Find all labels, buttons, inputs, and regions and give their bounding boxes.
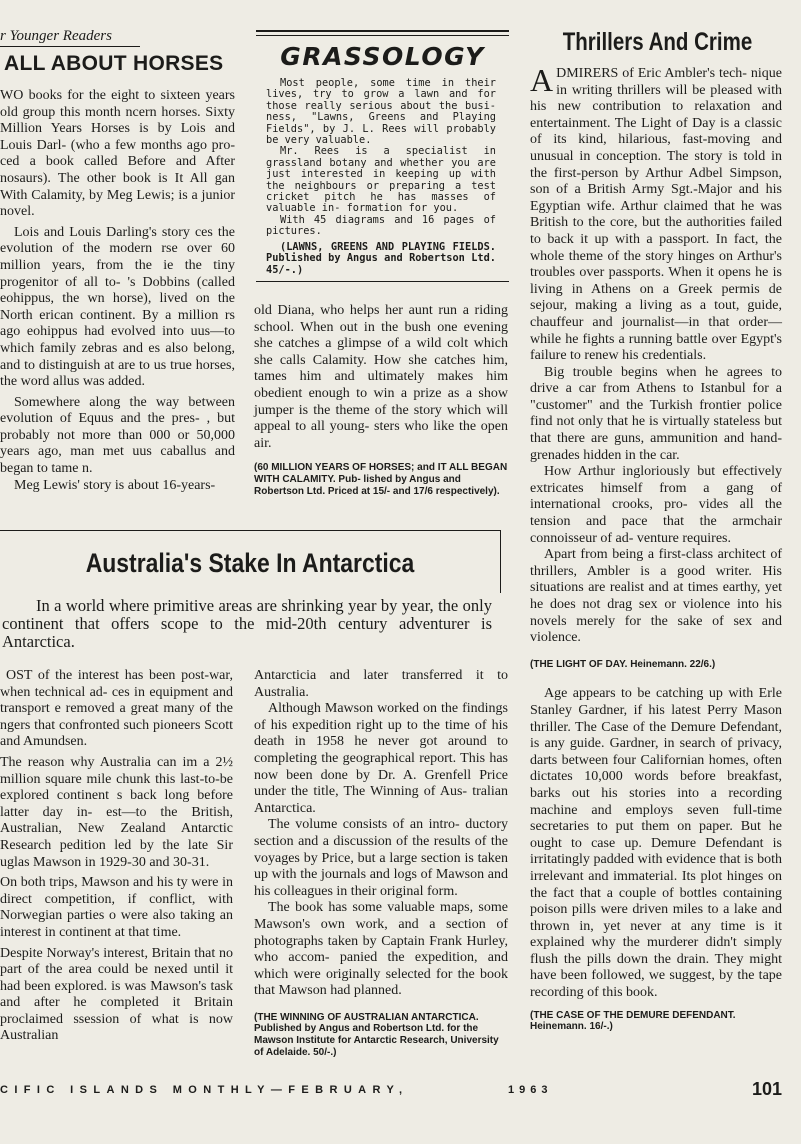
antarctica-paragraph: Despite Norway's interest, Britain that no part of the area could be nexed until it had been explored. is was Mawson's task and after he completed it Britain proclaimed ssession of what is now Australian	[0, 945, 233, 1044]
antarctica-paragraph: Antarcticia and later transferred it to Australia.	[254, 668, 508, 700]
antarctica-column-2	[254, 668, 508, 1058]
antarctica-top-rule	[0, 530, 500, 531]
antarctica-column-1	[0, 668, 233, 1045]
antarctica-title: Australia's Stake In Antarctica	[85, 548, 415, 578]
antarctica-credit: (THE WINNING OF AUSTRALIAN ANTARCTICA. Published by Angus and Robertson Ltd. for the Mawson Institute for Antarctic Research, University of Adelaide. 50/-.)	[254, 1011, 499, 1058]
grass-paragraph: Most people, some time in their lives, try to grow a lawn and for those really serious about the busi- ness, "Lawns, Greens and Playing Fields", by J. L. Rees will probably be very valuable.	[266, 77, 496, 147]
section-header	[0, 27, 150, 45]
grass-top-rule-thin	[256, 35, 509, 36]
horses-paragraph: WO books for the eight to sixteen years old group this month ncern horses. Sixty Million Years Horses is by Lois and Louis Darl- (who a few months ago pro- ced a book called Before and After nosaurs). The other book is It All gan With Calamity, by Meg Lewis; is a junior novel.	[0, 88, 235, 220]
section-label: r Younger Readers	[0, 28, 112, 44]
grass-paragraph: With 45 diagrams and 16 pages of pictures.	[266, 213, 496, 238]
antarctica-paragraph: Although Mawson worked on the findings of his expedition right up to the time of his death in 1958 he never got around to completing the geographical report. This has now been done by Dr. A. Grenfell Price under the title, The Winning of Aus- tralian Antarctica.	[254, 701, 508, 816]
horses-column-1	[0, 88, 235, 494]
grass-bottom-rule	[256, 281, 509, 282]
antarctica-paragraph: OST of the interest has been post-war, when technical ad- ces in equipment and transport e removed a great many of the ngers that confronted such pioneers Scott and Amundsen.	[0, 668, 233, 750]
thrillers-body	[530, 62, 782, 1033]
antarctica-right-rule	[500, 530, 501, 593]
horses-continued-paragraph: old Diana, who helps her aunt run a riding school. When out in the bush one evening she catches a glimpse of a wild colt which she calls Calamity. How she catches him, tames him and ultimately makes him obedient enough to win a prize as a show jumper is the theme of the story which will appeal to all young- sters who like the open air.	[254, 303, 508, 451]
thrillers-paragraph: Big trouble begins when he agrees to drive a car from Athens to Istanbul for a "customer" and the Turkish frontier police find not only that he is virtually stateless but that there are guns, ammunition and hand-grenades hidden in the car.	[530, 364, 782, 463]
antarctica-paragraph: The volume consists of an intro- ductory section and a discussion of the results of the voyages by Price, but a large section is taken up with the journals and logs of Mawson and his colleagues in their original form.	[254, 817, 508, 899]
footer-magazine: CIFIC ISLANDS MONTHLY—FEBRUARY,	[0, 1084, 409, 1096]
antarctica-paragraph: On both trips, Mawson and his ty were in direct competition, if conflict, with Norwegian parties o were also taking an interest in continent at that time.	[0, 875, 233, 940]
horses-title: ALL ABOUT HORSES	[4, 52, 224, 75]
antarctica-intro: In a world where primitive areas are shrinking year by year, the only continent that offers scope to the mid-20th century adventurer is Antarctica.	[2, 596, 492, 651]
thrillers-credit: (THE LIGHT OF DAY. Heinemann. 22/6.)	[530, 658, 716, 670]
thrillers-credit: (THE CASE OF THE DEMURE DEFENDANT. Heinemann. 16/-.)	[530, 1009, 736, 1033]
horses-paragraph: Somewhere along the way between evolution of Equus and the pres- , but probably not more than 000 or 50,000 years ago, man met uus caballus and began to tame n.	[0, 394, 235, 477]
footer-year: 1963	[508, 1084, 553, 1096]
antarctica-paragraph: The book has some valuable maps, some Mawson's own work, and a section of photographs taken by Captain Frank Hurley, who accom- panied the expedition, and which were originally selected for the book that Mawson had planned.	[254, 900, 508, 999]
horses-column-2	[254, 303, 508, 497]
thrillers-title: Thrillers And Crime	[562, 28, 753, 56]
grass-paragraph: Mr. Rees is a specialist in grassland botany and whether you are just interested in keeping up with the neighbours or preparing a test cricket pitch he has masses of valuable in- formation for you.	[266, 145, 496, 215]
grass-top-rule	[256, 30, 509, 32]
horses-credit: (60 MILLION YEARS OF HORSES; and IT ALL BEGAN WITH CALAMITY. Pub- lished by Angus and Robertson Ltd. Priced at 15/- and 17/6 respectively).	[254, 462, 508, 497]
thrillers-paragraph: Age appears to be catching up with Erle Stanley Gardner, if his latest Perry Mason thriller. The Case of the Demure Defendant, is any guide. Gardner, in search of privacy, darts between four Californian homes, often dictates 10,000 words before breakfast, barks out his stories into a recording machine and employs seven full-time secretaries to put them on paper. But he ought to case up. Demure Defendant is irritatingly padded with evidence that is both irrelevant and immaterial. Its plot hinges on the fact that a couple of bottles containing poison pills were driven miles to a lake and thrown in, yet never at any time is it explained why the murderer didn't simply flush the pills down the drain. They might have been followed, we suggest, by the tape recording of this book.	[530, 686, 782, 1001]
thrillers-paragraph: Apart from being a first-class architect of thrillers, Ambler is a good writer. His situations are realist and at times earthy, yet he does not drag sex or violence into his novels merely for the sake of sex and violence.	[530, 547, 782, 646]
thrillers-paragraph: How Arthur ingloriously but effectively extricates himself from a gang of international crooks, pro- vides all the tension and pace that the armchair connoisseur of ad- venture requires.	[530, 464, 782, 546]
drop-cap: A	[530, 62, 554, 98]
header-rule	[0, 46, 140, 47]
grass-body	[266, 78, 496, 276]
thrillers-paragraph	[530, 62, 782, 365]
grass-credit: (LAWNS, GREENS AND PLAYING FIELDS. Published by Angus and Robertson Ltd. 45/-.)	[266, 240, 496, 276]
grass-title: GRASSOLOGY	[280, 42, 485, 71]
horses-paragraph: Lois and Louis Darling's story ces the evolution of the modern rse over 60 million years, from the ie the tiny progenitor of all to- 's Dobbins (called eohippus, the wn horse), lived on the North erican continent. By a million rs ago eohippus had evolved into uus—to which family zebras and es also belong, and to distinguish at are to us true horses, the word allus was added.	[0, 224, 235, 390]
antarctica-paragraph: The reason why Australia can im a 2½ million square mile chunk this last-to-be explored continent s back long before latter day in- est—to the British, Australian, New Zealand Antarctic Research pedition led by the late Sir uglas Mawson in 1929-30 and 30-31.	[0, 754, 233, 870]
page-number: 101	[752, 1079, 783, 1099]
thrillers-first-paragraph-text: DMIRERS of Eric Ambler's tech- nique in writing thrillers will be pleased with his new contribution to relaxation and entertainment. The Light of Day is a classic of its kind, hilarious, fast-moving and unusual in conception. The story is told in the first-person by Arthur Adbel Simpson, son of a British Army Sgt.-Major and his Egyptian wife. Arthur claimed that he was British to the core, but the authorities failed to back it up with a passport. In fact, the whole theme of the story hinges on Arthur's troubles over passports. When it opens he is living in Athens on a Greek permis de sejour, making a living as a tout, guide, chauffeur and journalist—in that order—while he fights a running battle over Egypt's failure to renew his credentials.	[530, 66, 782, 364]
horses-paragraph: Meg Lewis' story is about 16-years-	[14, 477, 216, 493]
